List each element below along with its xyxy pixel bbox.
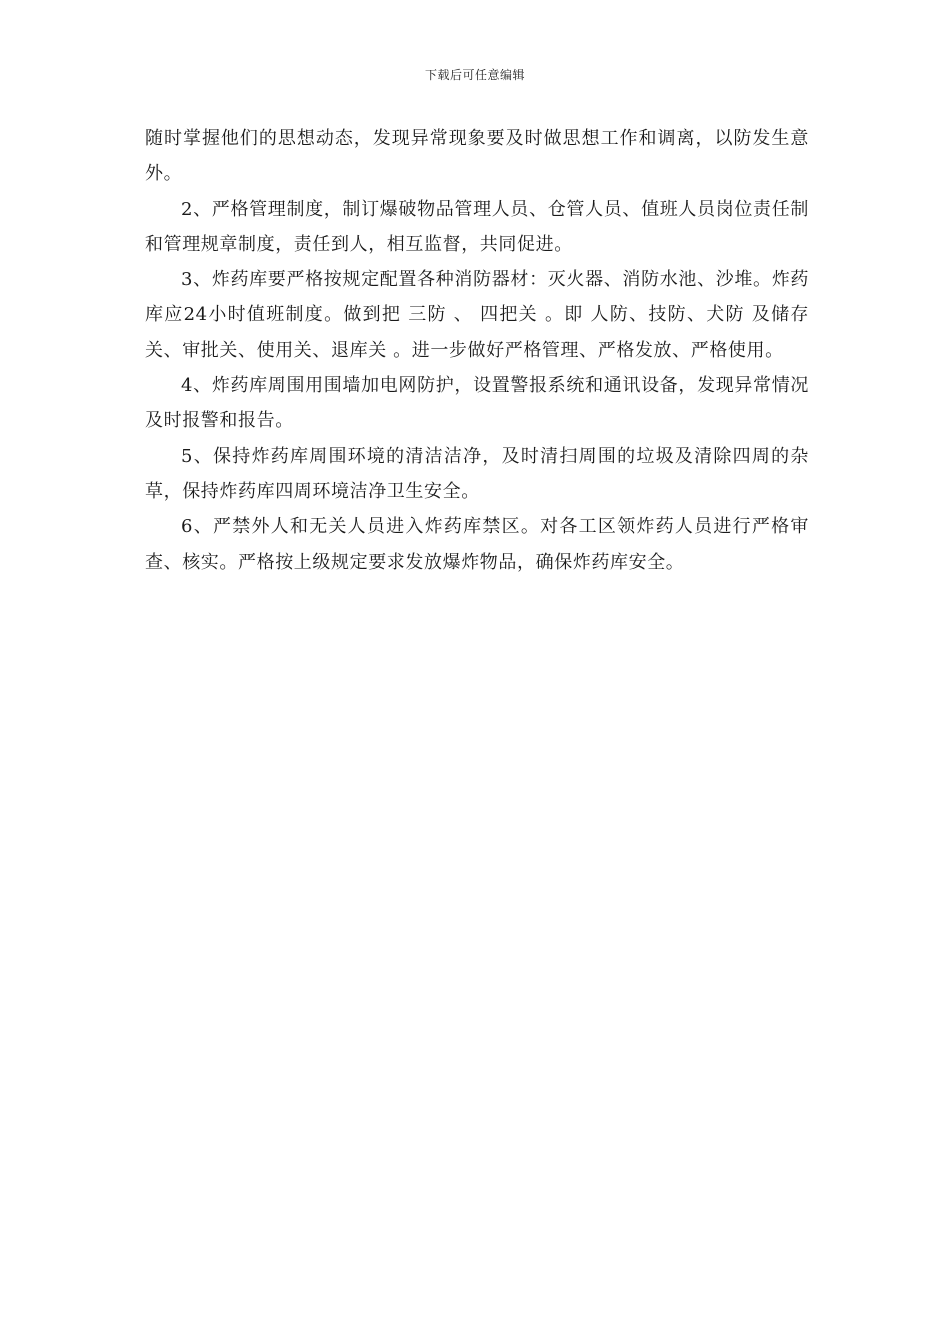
paragraph-item-5: 5、保持炸药库周围环境的清洁洁净，及时清扫周围的垃圾及清除四周的杂草，保持炸药库四周环境洁净卫生安全。 [145, 445, 809, 502]
document-body [145, 121, 809, 580]
paragraph-item-2: 2、严格管理制度，制订爆破物品管理人员、仓管人员、值班人员岗位责任制和管理规章制度，责任到人，相互监督，共同促进。 [145, 198, 809, 255]
page-header-note: 下载后可任意编辑 [424, 68, 525, 82]
paragraph-continuation: 随时掌握他们的思想动态，发现异常现象要及时做思想工作和调离，以防发生意外。 [145, 128, 809, 185]
paragraph-item-6: 6、严禁外人和无关人员进入炸药库禁区。对各工区领炸药人员进行严格审查、核实。严格按上级规定要求发放爆炸物品，确保炸药库安全。 [145, 516, 809, 573]
paragraph-item-4: 4、炸药库周围用围墙加电网防护，设置警报系统和通讯设备，发现异常情况及时报警和报告。 [145, 375, 809, 432]
paragraph-item-3: 3、炸药库要严格按规定配置各种消防器材：灭火器、消防水池、沙堆。炸药库应24小时值班制度。做到把 三防 、 四把关 。即 人防、技防、犬防 及储存关、审批关、使用关、退库关 。进一步做好严格管理、严格发放、严格使用。 [145, 269, 809, 361]
